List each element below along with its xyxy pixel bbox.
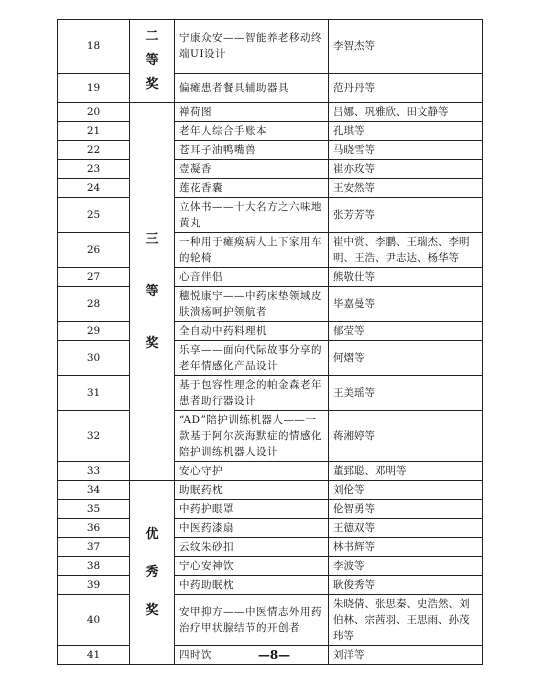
award-grade-char: 等 <box>145 53 159 68</box>
table-row <box>58 122 483 141</box>
project-title: 立体书——十大名方之六味地黄丸 <box>175 198 329 233</box>
project-title: 老年人综合手账本 <box>175 122 329 141</box>
table-row <box>58 141 483 160</box>
project-members: 崔中赏、李鹏、王瑞杰、李明明、王浩、尹志达、杨华等 <box>329 233 483 268</box>
row-number: 38 <box>58 557 130 576</box>
award-grade-char: 奖 <box>145 335 159 351</box>
award-grade-char: 三 <box>145 231 159 247</box>
project-members: 孔琪等 <box>329 122 483 141</box>
project-title: 宁心安神饮 <box>175 557 329 576</box>
table-row <box>58 462 483 481</box>
project-members: 伦智勇等 <box>329 500 483 519</box>
row-number: 41 <box>58 646 130 665</box>
row-number: 24 <box>58 179 130 198</box>
project-members: 马晓雪等 <box>329 141 483 160</box>
row-number: 25 <box>58 198 130 233</box>
project-title: 一种用于瘫痪病人上下家用车的轮椅 <box>175 233 329 268</box>
award-grade <box>130 20 175 103</box>
project-members: 张芳芳等 <box>329 198 483 233</box>
row-number: 37 <box>58 538 130 557</box>
table-row <box>58 322 483 341</box>
table-row <box>58 268 483 287</box>
project-members: 范丹丹等 <box>329 73 483 102</box>
table-row <box>58 557 483 576</box>
awards-table-body <box>58 20 483 665</box>
project-members: 李智杰等 <box>329 20 483 74</box>
project-members: 何熠等 <box>329 341 483 376</box>
table-row <box>58 103 483 122</box>
project-title: “AD”陪护训练机器人——一款基于阿尔茨海默症的情感化陪护训练机器人设计 <box>175 411 329 462</box>
table-row <box>58 341 483 376</box>
project-title: 云纹朱砂扣 <box>175 538 329 557</box>
table-row <box>58 233 483 268</box>
row-number: 30 <box>58 341 130 376</box>
project-members: 朱晓倩、张思秦、史浩然、刘伯林、宗茜羽、王思雨、孙茂玮等 <box>329 595 483 646</box>
table-row <box>58 287 483 322</box>
row-number: 36 <box>58 519 130 538</box>
project-title: 助眠药枕 <box>175 481 329 500</box>
project-members: 王美瑶等 <box>329 376 483 411</box>
table-row <box>58 519 483 538</box>
award-grade-char: 秀 <box>145 564 159 580</box>
table-row <box>58 179 483 198</box>
project-title: 壹凝香 <box>175 160 329 179</box>
project-title: 中药护眼罩 <box>175 500 329 519</box>
project-title: 四时饮 <box>175 646 329 665</box>
table-row <box>58 198 483 233</box>
row-number: 21 <box>58 122 130 141</box>
project-title: 安甲抑方——中医情志外用药治疗甲状腺结节的开创者 <box>175 595 329 646</box>
project-members: 毕嘉曼等 <box>329 287 483 322</box>
project-members: 刘洋等 <box>329 646 483 665</box>
project-members: 耿俊秀等 <box>329 576 483 595</box>
row-number: 20 <box>58 103 130 122</box>
project-title: 偏瘫患者餐具辅助器具 <box>175 73 329 102</box>
table-row <box>58 595 483 646</box>
row-number: 26 <box>58 233 130 268</box>
project-title: 宁康众安——智能养老移动终端UI设计 <box>175 20 329 74</box>
award-grade-char: 奖 <box>145 77 159 92</box>
row-number: 19 <box>58 73 130 102</box>
award-grade <box>130 103 175 481</box>
award-grade-char: 二 <box>145 29 159 44</box>
row-number: 18 <box>58 20 130 74</box>
table-row <box>58 376 483 411</box>
row-number: 22 <box>58 141 130 160</box>
row-number: 28 <box>58 287 130 322</box>
project-members: 郁莹等 <box>329 322 483 341</box>
project-members: 吕娜、巩雅欣、田文静等 <box>329 103 483 122</box>
row-number: 31 <box>58 376 130 411</box>
table-row <box>58 500 483 519</box>
project-members: 刘伦等 <box>329 481 483 500</box>
project-title: 中药助眠枕 <box>175 576 329 595</box>
row-number: 32 <box>58 411 130 462</box>
project-title: 穗悦康宁——中药床垫领域皮肤溃疡呵护领航者 <box>175 287 329 322</box>
award-grade-char: 奖 <box>145 602 159 618</box>
project-title: 心音伴侣 <box>175 268 329 287</box>
award-grade <box>130 481 175 665</box>
row-number: 40 <box>58 595 130 646</box>
project-title: 安心守护 <box>175 462 329 481</box>
table-row <box>58 481 483 500</box>
award-grade-char: 优 <box>145 526 159 542</box>
project-title: 基于包容性理念的帕金森老年患者助行器设计 <box>175 376 329 411</box>
row-number: 39 <box>58 576 130 595</box>
row-number: 29 <box>58 322 130 341</box>
row-number: 27 <box>58 268 130 287</box>
row-number: 33 <box>58 462 130 481</box>
table-row <box>58 160 483 179</box>
project-title: 苍耳子油鸭嘴兽 <box>175 141 329 160</box>
page-number: —8— <box>257 648 291 662</box>
table-row <box>58 576 483 595</box>
project-title: 中医药漆扇 <box>175 519 329 538</box>
project-members: 王德双等 <box>329 519 483 538</box>
row-number: 35 <box>58 500 130 519</box>
project-title: 禅荷图 <box>175 103 329 122</box>
project-members: 蒋湘婷等 <box>329 411 483 462</box>
project-title: 全自动中药料理机 <box>175 322 329 341</box>
project-members: 李波等 <box>329 557 483 576</box>
project-members: 董郅聪、邓明等 <box>329 462 483 481</box>
project-members: 王安然等 <box>329 179 483 198</box>
project-title: 莲花香囊 <box>175 179 329 198</box>
table-row <box>58 20 483 74</box>
project-title: 乐享——面向代际故事分享的老年情感化产品设计 <box>175 341 329 376</box>
row-number: 34 <box>58 481 130 500</box>
table-row <box>58 73 483 102</box>
awards-table <box>57 19 483 665</box>
project-members: 崔亦玫等 <box>329 160 483 179</box>
table-row <box>58 538 483 557</box>
award-grade-char: 等 <box>145 283 159 299</box>
project-members: 熊敬仕等 <box>329 268 483 287</box>
row-number: 23 <box>58 160 130 179</box>
table-row <box>58 411 483 462</box>
project-members: 林书辉等 <box>329 538 483 557</box>
